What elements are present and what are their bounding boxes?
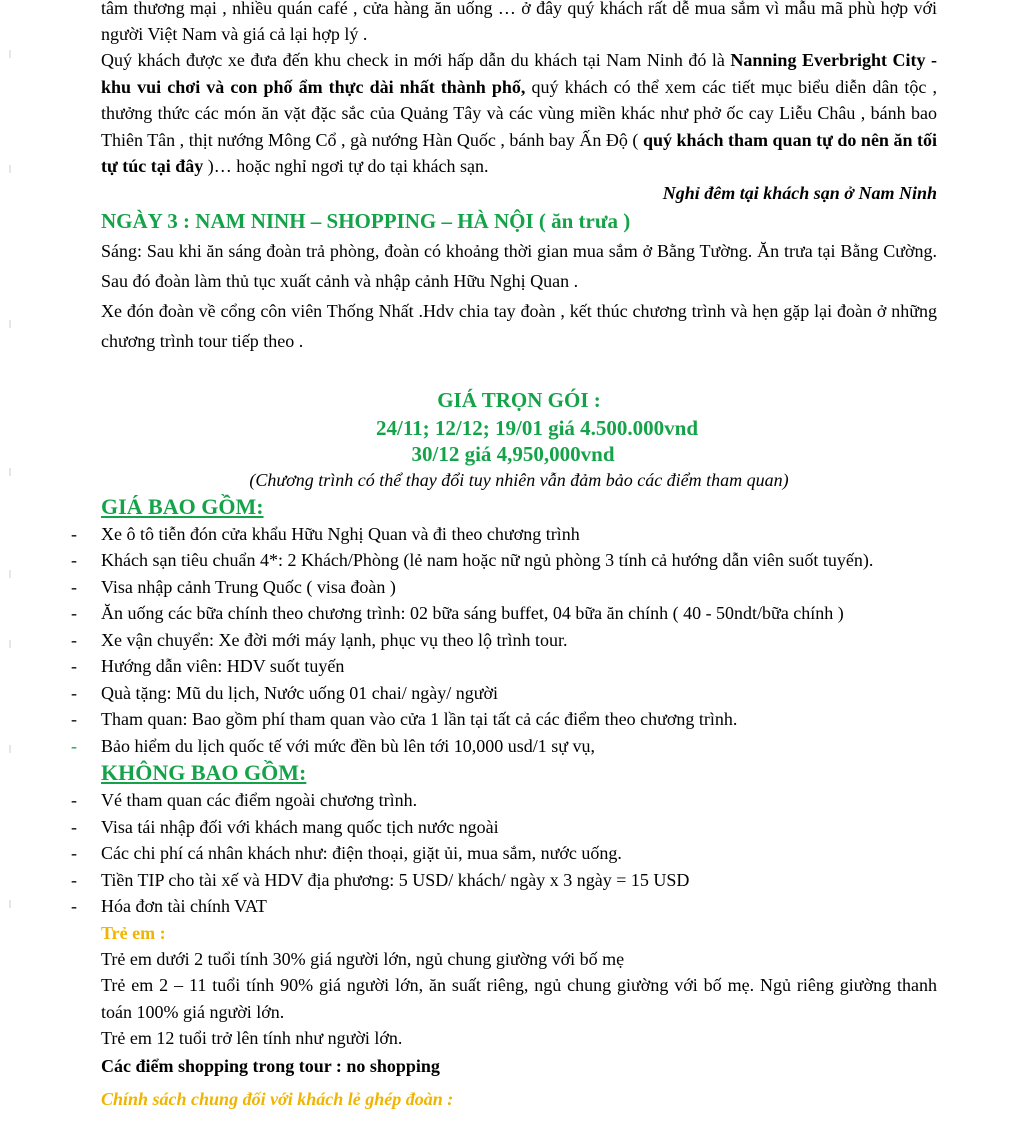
list-item: - Xe vận chuyển: Xe đời mới máy lạnh, phục vụ theo lộ trình tour. <box>101 627 937 654</box>
everbright-highlight: Nanning Everbright City - khu vui chơi và con phố ẩm thực dài nhất thành phố, <box>101 50 937 97</box>
children-line-2: Trẻ em 2 – 11 tuổi tính 90% giá người lớn, ăn suất riêng, ngủ chung giường với bố mẹ. Ngủ riêng giường thanh toán 100% giá người lớn. <box>101 975 937 1022</box>
day3-paragraph-2: Xe đón đoàn về cổng côn viên Thống Nhất .Hdv chia tay đoàn , kết thúc chương trình và hẹn gặp lại đoàn ở những chương trình tour tiếp theo . <box>101 300 937 351</box>
list-item: - Bảo hiểm du lịch quốc tế với mức đền bù lên tới 10,000 usd/1 sự vụ, <box>101 733 937 760</box>
document-content <box>101 0 937 1112</box>
excluded-title: KHÔNG BAO GỒM: <box>101 760 307 785</box>
policy-title: Chính sách chung đối với khách lẻ ghép đoàn : <box>101 1088 454 1109</box>
margin-marks <box>9 0 13 1147</box>
price-line-1: 24/11; 12/12; 19/01 giá 4.500.000vnd <box>375 415 699 440</box>
price-note: (Chương trình có thể thay đổi tuy nhiên vẫn đảm bảo các điểm tham quan) <box>249 469 789 490</box>
children-line-3: Trẻ em 12 tuổi trở lên tính như người lớn. <box>101 1028 403 1048</box>
list-item: - Tiền TIP cho tài xế và HDV địa phương: 5 USD/ khách/ ngày x 3 ngày = 15 USD <box>101 867 937 894</box>
overnight-note: Nghỉ đêm tại khách sạn ở Nam Ninh <box>662 182 937 203</box>
day3-title: NGÀY 3 : NAM NINH – SHOPPING – HÀ NỘI ( ăn trưa ) <box>101 208 631 233</box>
children-line-1: Trẻ em dưới 2 tuổi tính 30% giá người lớn, ngủ chung giường với bố mẹ <box>101 948 625 969</box>
price-line-2: 30/12 giá 4,950,000vnd <box>411 441 615 466</box>
list-item: - Hóa đơn tài chính VAT <box>101 893 937 920</box>
included-title: GIÁ BAO GỒM: <box>101 493 264 519</box>
list-item: - Ăn uống các bữa chính theo chương trình: 02 bữa sáng buffet, 04 bữa ăn chính ( 40 - 50ndt/bữa chính ) <box>101 600 937 627</box>
list-item: - Tham quan: Bao gồm phí tham quan vào cửa 1 lần tại tất cả các điểm theo chương trình. <box>101 706 937 733</box>
shopping-note: Các điểm shopping trong tour : no shopping <box>101 1055 440 1076</box>
list-item: - Visa tái nhập đối với khách mang quốc tịch nước ngoài <box>101 814 937 841</box>
list-item: - Visa nhập cảnh Trung Quốc ( visa đoàn ) <box>101 574 937 601</box>
list-item: - Khách sạn tiêu chuẩn 4*: 2 Khách/Phòng (lẻ nam hoặc nữ ngủ phòng 3 tính cả hướng dẫn viên suốt tuyến). <box>101 547 937 574</box>
children-title: Trẻ em : <box>101 922 166 943</box>
price-title: GIÁ TRỌN GÓI : <box>437 387 601 412</box>
list-item: - Xe ô tô tiễn đón cửa khẩu Hữu Nghị Quan và đi theo chương trình <box>101 521 937 548</box>
excluded-list <box>101 787 937 920</box>
included-list <box>101 521 937 760</box>
list-item: - Hướng dẫn viên: HDV suốt tuyến <box>101 653 937 680</box>
list-item: - Các chi phí cá nhân khách như: điện thoại, giặt ủi, mua sắm, nước uống. <box>101 840 937 867</box>
intro-paragraph-2: Quý khách được xe đưa đến khu check in mới hấp dẫn du khách tại Nam Ninh đó là Nanning Everbright City - khu vui chơi và con phố ẩm thực dài nhất thành phố, quý khách có thể xem các tiết mục biểu diễn dân tộc , thưởng thức các món ăn vặt đặc sắc của Quảng Tây và các vùng miền khác như phở ốc cay Liễu Châu , bánh bao Thiên Tân , thịt nướng Mông Cổ , gà nướng Hàn Quốc , bánh bay Ấn Độ ( quý khách tham quan tự do nên ăn tối tự túc tại đây )… hoặc nghỉ ngơi tự do tại khách sạn. <box>101 50 938 176</box>
price-block <box>101 386 937 493</box>
dinner-note: quý khách tham quan tự do nên ăn tối tự túc tại đây <box>101 129 937 176</box>
list-item: - Vé tham quan các điểm ngoài chương trình. <box>101 787 937 814</box>
list-item: - Quà tặng: Mũ du lịch, Nước uống 01 chai/ ngày/ người <box>101 680 937 707</box>
day3-paragraph-1: Sáng: Sau khi ăn sáng đoàn trả phòng, đoàn có khoảng thời gian mua sắm ở Bằng Tường. Ăn trưa tại Bằng Cường. Sau đó đoàn làm thủ tục xuất cảnh và nhập cảnh Hữu Nghị Quan . <box>101 240 937 291</box>
intro-paragraph-1: tâm thương mại , nhiều quán café , cửa hàng ăn uống … ở đây quý khách rất dễ mua sắm vì mẫu mã phù hợp với người Việt Nam và giá cả lại hợp lý . <box>101 0 937 44</box>
